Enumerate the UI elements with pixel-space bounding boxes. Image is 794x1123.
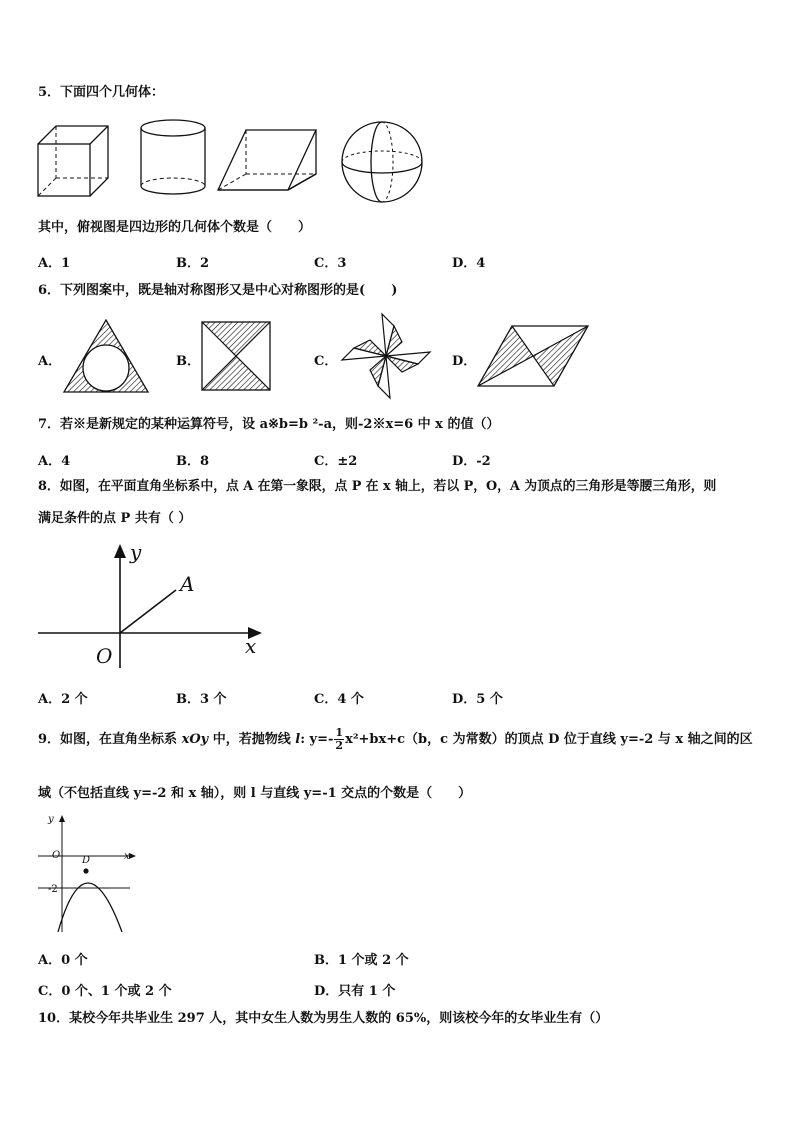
q9-option-d[interactable]: D．只有 1 个 <box>314 984 396 999</box>
square-triangles-pattern <box>200 320 272 392</box>
q9-stem-line2: 域（不包括直线 y=-2 和 x 轴），则 l 与直线 y=-1 交点的个数是（ ） <box>38 786 472 801</box>
q7-option-c[interactable]: C．±2 <box>314 454 358 469</box>
q5-option-b[interactable]: B．2 <box>176 256 210 271</box>
q5-option-a[interactable]: A．1 <box>38 256 71 271</box>
q8-option-a[interactable]: A．2 个 <box>38 692 88 707</box>
q8-point-a-label: A <box>180 572 195 596</box>
q5-option-c[interactable]: C．3 <box>314 256 347 271</box>
q7-stem: 7．若※是新规定的某种运算符号，设 a※b=b ²-a，则-2※x=6 中 x 的值（） <box>38 417 500 432</box>
cube-figure <box>36 124 116 198</box>
q6-label-c[interactable]: C． <box>314 354 338 369</box>
q5-option-d[interactable]: D．4 <box>452 256 486 271</box>
q9-y-axis-label: y <box>48 814 54 825</box>
q8-option-b[interactable]: B．3 个 <box>176 692 227 707</box>
q8-option-c[interactable]: C．4 个 <box>314 692 364 707</box>
q8-stem-line1: 8．如图，在平面直角坐标系中，点 A 在第一象限，点 P 在 x 轴上，若以 P，O，A 为顶点的三角形是等腰三角形，则 <box>38 479 717 494</box>
q6-label-b[interactable]: B． <box>176 354 200 369</box>
pinwheel-pattern <box>340 312 432 400</box>
q8-origin-label: O <box>96 644 113 668</box>
q9-minus-two-label: -2 <box>48 884 58 895</box>
q9-option-b[interactable]: B．1 个或 2 个 <box>314 953 409 968</box>
q8-coordinate-figure <box>36 540 266 670</box>
q8-stem-line2: 满足条件的点 P 共有（ ） <box>38 511 192 526</box>
q9-vertex-d-label: D <box>82 855 91 866</box>
q9-option-c[interactable]: C．0 个、1 个或 2 个 <box>38 984 172 999</box>
q6-stem: 6．下列图案中，既是轴对称图形又是中心对称图形的是( ) <box>38 283 398 298</box>
q7-option-a[interactable]: A．4 <box>38 454 71 469</box>
sphere-figure <box>340 120 424 204</box>
triangle-circle-pattern <box>62 318 150 394</box>
q9-origin-label: O <box>52 850 61 861</box>
cylinder-figure <box>138 118 208 198</box>
parallelogram-pattern <box>476 324 590 388</box>
q5-stem: 5．下面四个几何体： <box>38 85 165 100</box>
fraction-one-half: $\frac{1}{2}$ <box>335 726 344 753</box>
q7-option-d[interactable]: D．-2 <box>452 454 491 469</box>
q9-option-a[interactable]: A．0 个 <box>38 953 88 968</box>
q9-stem-line1: 9．如图，在直角坐标系 xOy 中，若抛物线 l: y=- $\frac{1}{2}$ x²+bx+c（b，c 为常数）的顶点 D 位于直线 y=-2 与 x 轴之间的区 <box>38 726 753 753</box>
q8-option-d[interactable]: D．5 个 <box>452 692 503 707</box>
q6-label-a[interactable]: A． <box>38 354 62 369</box>
q9-parabola-figure <box>38 814 138 934</box>
q10-stem: 10．某校今年共毕业生 297 人，其中女生人数为男生人数的 65%，则该校今年的女毕业生有（） <box>38 1011 609 1026</box>
q7-option-b[interactable]: B．8 <box>176 454 210 469</box>
q9-x-axis-label: x <box>124 851 130 862</box>
q5-question: 其中，俯视图是四边形的几何体个数是（ ） <box>38 220 312 235</box>
q6-label-d[interactable]: D． <box>452 354 477 369</box>
prism-figure <box>214 128 318 194</box>
q8-x-axis-label: x <box>245 634 257 658</box>
q8-y-axis-label: y <box>130 540 142 564</box>
